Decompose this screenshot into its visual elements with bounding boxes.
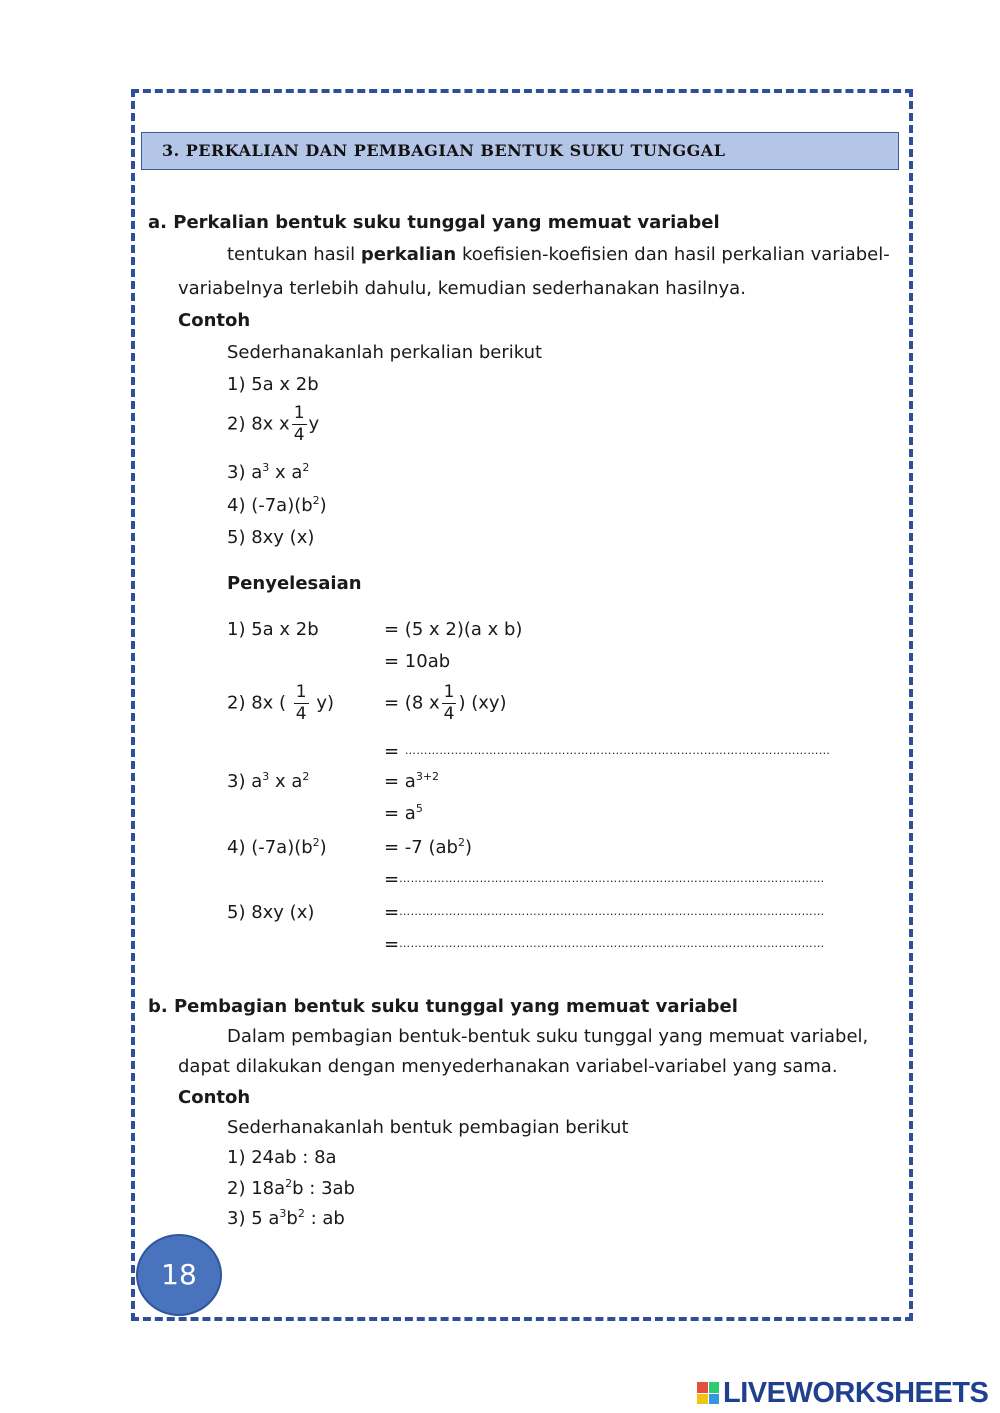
- intro-text-rest: koefisien-koefisien dan hasil perkalian variabel-: [456, 244, 890, 265]
- example-item-1: 1) 5a x 2b: [227, 374, 319, 395]
- answer-blank: …………………………………………………………………………………………………: [399, 872, 825, 885]
- page-number-badge: 18: [136, 1234, 222, 1316]
- fraction-denominator: 4: [293, 425, 305, 445]
- fraction-numerator: 1: [295, 682, 307, 702]
- exponent: 2: [457, 836, 465, 849]
- division-3-text: b: [286, 1208, 298, 1229]
- section-a-heading: a. Perkalian bentuk suku tunggal yang memuat variabel: [148, 212, 720, 233]
- item-2-text: 2) 8x x: [227, 413, 290, 435]
- fraction-numerator: 1: [443, 682, 455, 702]
- item-4-text: 4) (-7a)(b: [227, 495, 313, 516]
- solution-2-text: y): [316, 692, 335, 714]
- equals-sign: =: [384, 869, 400, 890]
- solution-4-step-text: = -7 (ab: [384, 837, 458, 858]
- solution-5-answer-line-2: [384, 934, 899, 955]
- exponent: 2: [297, 1207, 305, 1220]
- solution-1-step-2: = 10ab: [384, 651, 451, 672]
- example-item-5: 5) 8xy (x): [227, 527, 315, 548]
- solution-1-step-1: = (5 x 2)(a x b): [384, 619, 523, 640]
- example-item-2: [227, 405, 319, 444]
- exponent: 3: [262, 770, 270, 783]
- solution-heading: Penyelesaian: [227, 573, 362, 594]
- exponent: 2: [285, 1177, 293, 1190]
- item-3-text: 3) a: [227, 462, 263, 483]
- solution-4-text: ): [319, 837, 327, 858]
- answer-blank: …………………………………………………………………………………………………: [399, 937, 825, 950]
- solution-3-step-text: = a: [384, 803, 416, 824]
- section-title: 3. PERKALIAN DAN PEMBAGIAN BENTUK SUKU TUNGGAL: [141, 132, 899, 170]
- exponent: 3: [279, 1207, 287, 1220]
- division-item-2: [227, 1178, 355, 1199]
- exponent: 2: [302, 461, 310, 474]
- equals-sign: =: [384, 741, 405, 762]
- instruction-b: Sederhanakanlah bentuk pembagian berikut: [227, 1117, 629, 1138]
- contoh-label-b: Contoh: [178, 1087, 251, 1108]
- equals-sign: =: [384, 902, 400, 923]
- solution-3-text: 3) a: [227, 771, 263, 792]
- solution-3-step-1: [384, 771, 439, 792]
- solution-5-answer-line-1: [384, 902, 899, 923]
- equals-sign: =: [384, 934, 400, 955]
- example-item-3: [227, 462, 309, 483]
- answer-blank: …………………………………………………………………………………………………: [399, 905, 825, 918]
- example-item-4: [227, 495, 327, 516]
- solution-2-left: [227, 684, 334, 723]
- brand-name: LIVEWORKSHEETS: [723, 1376, 989, 1409]
- solution-2-step-text: ) (xy): [458, 692, 507, 714]
- solution-3-left: [227, 771, 309, 792]
- instruction-a: Sederhanakanlah perkalian berikut: [227, 342, 543, 363]
- item-4-text: ): [319, 495, 327, 516]
- exponent: 2: [312, 836, 320, 849]
- section-b-intro-line2: dapat dilakukan dengan menyederhanakan variabel-variabel yang sama.: [178, 1056, 838, 1077]
- item-2-variable: y: [308, 413, 320, 435]
- division-3-text: : ab: [304, 1208, 345, 1229]
- solution-3-step-2: [384, 803, 423, 824]
- exponent: 5: [415, 802, 423, 815]
- solution-4-left: [227, 837, 327, 858]
- item-3-text: x a: [269, 462, 303, 483]
- exponent: 3+2: [415, 770, 440, 783]
- solution-2-text: 2) 8x (: [227, 692, 287, 714]
- solution-1-left: 1) 5a x 2b: [227, 619, 319, 640]
- solution-4-step-text: ): [464, 837, 472, 858]
- solution-2-step-1: [384, 684, 507, 723]
- exponent: 3: [262, 461, 270, 474]
- division-2-text: b : 3ab: [292, 1178, 355, 1199]
- solution-2-answer-line: [384, 741, 895, 762]
- fraction-denominator: 4: [295, 704, 307, 724]
- division-3-text: 3) 5 a: [227, 1208, 280, 1229]
- division-item-3: [227, 1208, 345, 1229]
- division-2-text: 2) 18a: [227, 1178, 286, 1199]
- exponent: 2: [302, 770, 310, 783]
- solution-3-text: x a: [269, 771, 303, 792]
- intro-bold-word: perkalian: [360, 244, 457, 265]
- fraction-numerator: 1: [293, 403, 305, 423]
- section-b-intro-line1: Dalam pembagian bentuk-bentuk suku tunggal yang memuat variabel,: [227, 1026, 869, 1047]
- liveworksheets-logo[interactable]: [697, 1378, 988, 1408]
- exponent: 2: [312, 494, 320, 507]
- section-b-heading: b. Pembagian bentuk suku tunggal yang memuat variabel: [148, 996, 738, 1017]
- solution-2-step-text: = (8 x: [384, 692, 440, 714]
- division-item-1: 1) 24ab : 8a: [227, 1147, 337, 1168]
- fraction-denominator: 4: [443, 704, 455, 724]
- fraction: [294, 684, 309, 723]
- solution-4-step-1: [384, 837, 472, 858]
- section-a-intro: [227, 244, 890, 265]
- liveworksheets-icon: [697, 1382, 719, 1404]
- contoh-label-a: Contoh: [178, 310, 251, 331]
- section-a-intro-line2: variabelnya terlebih dahulu, kemudian sederhanakan hasilnya.: [178, 278, 746, 299]
- answer-blank: …………………………………………………………………………………………………: [404, 744, 831, 757]
- intro-text: tentukan hasil: [227, 244, 361, 265]
- solution-4-answer-line: [384, 869, 899, 890]
- fraction: [442, 684, 457, 723]
- solution-5-left: 5) 8xy (x): [227, 902, 315, 923]
- fraction: [292, 405, 307, 444]
- solution-3-step-text: = a: [384, 771, 416, 792]
- solution-4-text: 4) (-7a)(b: [227, 837, 313, 858]
